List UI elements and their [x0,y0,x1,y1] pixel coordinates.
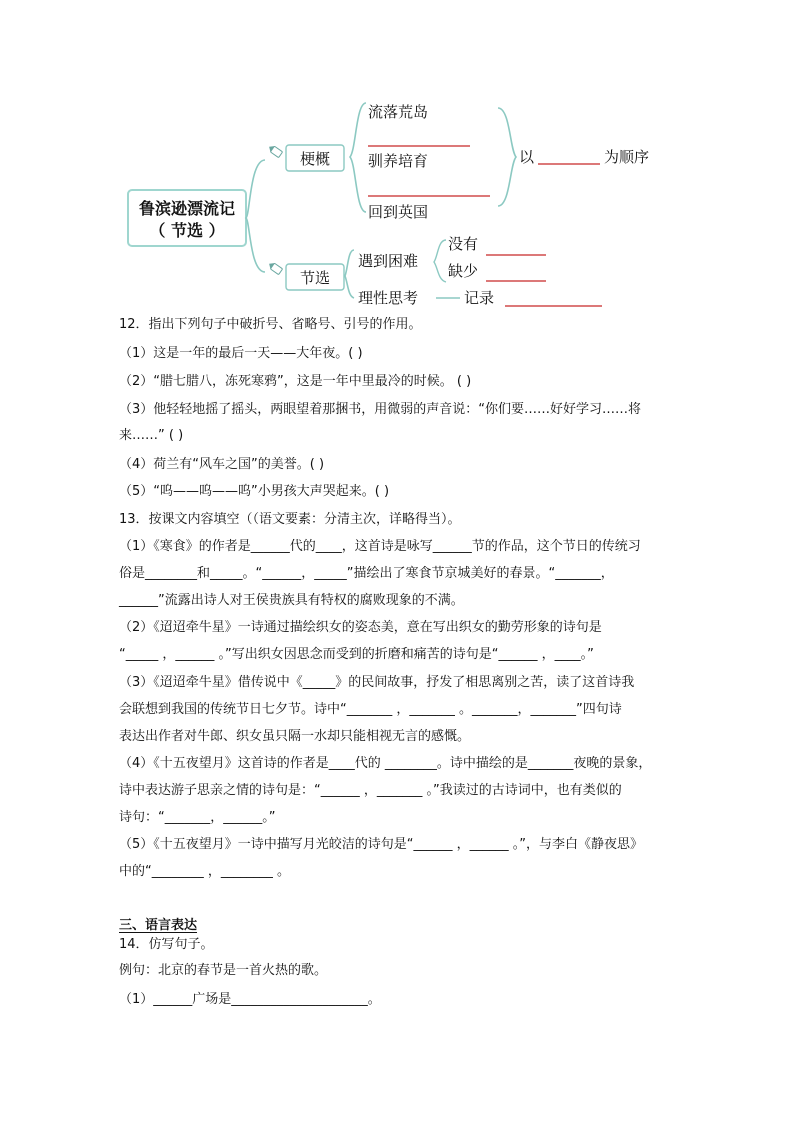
order-suffix: 为顺序 [604,148,650,166]
example-sentence: 例句：北京的春节是一首火热的歌。 [119,963,328,978]
order-prefix: 以 [519,148,535,166]
question-line: （2）《迢迢牵牛星》一诗通过描绘织女的姿态美，意在写出织女的勤劳形象的诗句是 [119,620,602,635]
question-line: 诗句：“_______，______。” [119,810,276,825]
pencil-icon [267,144,282,158]
difficulty-brace [434,240,446,282]
question-line: （1）______广场是_____________________。 [119,992,381,1007]
thinking-label: 理性思考 [358,289,419,307]
question-line: 来……” ( ) [119,428,184,443]
order-brace [498,108,516,206]
question-line: （1）《寒食》的作者是______代的____，这首诗是咏写______节的作品，这个节日的传统习 [119,539,641,554]
question-12-title: 12．指出下列句子中破折号、省略号、引号的作用。 [119,317,422,332]
question-line: “_____ ，______ 。”写出织女因思念而受到的折磨和痛苦的诗句是“______ ，____。” [119,647,594,662]
mindmap-root-brace [246,160,265,272]
lack-item: 缺少 [448,262,479,280]
question-line: 会联想到我国的传统节日七夕节。诗中“_______ ，_______ 。_______，_______”四句诗 [119,702,622,717]
summary-branch-label: 梗概 [299,150,331,168]
question-14-title: 14．仿写句子。 [119,937,214,952]
question-line: ______”流露出诗人对王侯贵族具有特权的腐败现象的不满。 [119,593,464,608]
question-line: （3）他轻轻地摇了摇头，两眼望着那捆书，用微弱的声音说：“你们要……好好学习……将 [119,402,642,417]
section-heading: 三、语言表达 [119,918,198,933]
question-line: （2）“腊七腊八，冻死寒鸦”，这是一年中里最冷的时候。 ( ) [119,374,472,389]
mindmap-root-title: 鲁滨逊漂流记 [138,199,236,218]
excerpt-branch-label: 节选 [299,269,331,287]
excerpt-brace [345,250,354,298]
question-line: （5）《十五夜望月》一诗中描写月光皎洁的诗句是“______ ，______ 。”，与李白《静夜思》 [119,837,644,852]
summary-brace [350,103,366,212]
mindmap-root-subtitle: （ 节选 ） [149,221,225,240]
summary-item: 驯养培育 [368,152,429,170]
pencil-icon [267,261,282,275]
question-line: 俗是________和_____。“______，_____”描绘出了寒食节京城美好的春景。“_______， [119,566,614,581]
difficulty-label: 遇到困难 [358,252,419,270]
question-line: （5）“呜——呜——呜”小男孩大声哭起来。( ) [119,484,390,499]
summary-item: 流落荒岛 [368,103,429,121]
question-13-title: 13．按课文内容填空（（语文要素：分清主次，详略得当）。 [119,512,461,527]
question-line: （3）《迢迢牵牛星》借传说中《_____》的民间故事，抒发了相思离别之苦，读了这首诗我 [119,675,635,690]
question-line: （1）这是一年的最后一天——大年夜。( ) [119,346,363,361]
record-label: 记录 [464,289,495,307]
question-line: 诗中表达游子思亲之情的诗句是：“______ ，_______ 。”我读过的古诗词中，也有类似的 [119,783,622,798]
question-line: 中的“________ ，________ 。 [119,864,290,879]
question-line: （4）《十五夜望月》这首诗的作者是____代的 ________。诗中描绘的是_______夜晚的景象， [119,756,652,771]
summary-item: 回到英国 [368,203,429,221]
question-line: （4）荷兰有“风车之国”的美誉。( ) [119,457,325,472]
mindmap-diagram [0,0,794,320]
lack-item: 没有 [448,235,479,253]
question-line: 表达出作者对牛郎、织女虽只隔一水却只能相视无言的感慨。 [119,729,471,744]
